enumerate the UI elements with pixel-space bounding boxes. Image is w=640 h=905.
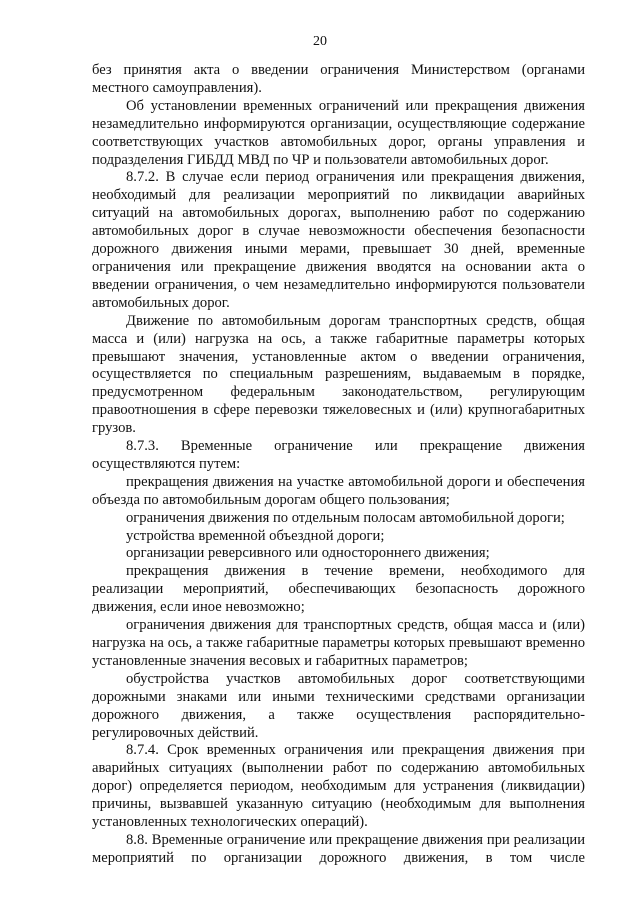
list-item-stop-traffic: прекращения движения на участке автомобильной дороги и обеспечения объезда по автомобильным дорогам общего пользования;: [92, 473, 585, 508]
list-item-lane-restriction: ограничения движения по отдельным полосам автомобильной дороги;: [126, 509, 565, 526]
list-item-signage: обустройства участков автомобильных дорог соответствующими дорожными знаками или иными техническими средствами организации дорожного движения, а также осуществления распорядительно-регулировочных действий.: [92, 670, 585, 741]
paragraph-8-7-2: 8.7.2. В случае если период ограничения или прекращения движения, необходимый для реализации мероприятий по ликвидации аварийных ситуаций на автомобильных дорогах, выполнению работ по содержанию автомобильных дорог в случае невозможности обеспечения безопасности дорожного движения иными мерами, превышает 30 дней, временные ограничения или прекращение движения вводятся на основании акта о введении ограничения, о чем незамедлительно информируются пользователи автомобильных дорог.: [92, 169, 585, 311]
list-item-detour-road: устройства временной объездной дороги;: [126, 527, 385, 544]
list-item-reversible-traffic: организации реверсивного или одностороннего движения;: [126, 545, 490, 562]
paragraph-8-8: 8.8. Временные ограничение или прекращение движения при реализации мероприятий по организации дорожного движения, в том числе: [92, 831, 585, 866]
paragraph-continuation: без принятия акта о введении ограничения Министерством (органами местного самоуправления).: [92, 62, 585, 96]
paragraph-oversize-vehicles: Движение по автомобильным дорогам транспортных средств, общая масса и (или) нагрузка на ось, а также габаритные параметры которых превышают значения, установленные актом о введении ограничения, осуществляется по специальным разрешениям, выдаваемым в порядке, предусмотренном федеральным законодательством, регулирующим правоотношения в сфере перевозки тяжеловесных и (или) крупногабаритных грузов.: [92, 312, 585, 437]
list-item-temporary-stop: прекращения движения в течение времени, необходимого для реализации мероприятий, обеспечивающих безопасность дорожного движения, если иное невозможно;: [92, 563, 585, 616]
list-item-weight-restriction: ограничения движения для транспортных средств, общая масса и (или) нагрузка на ось, а также габаритные параметры которых превышают временно установленные значения весовых и габаритных параметров;: [92, 617, 585, 669]
document-body: [92, 62, 585, 868]
paragraph-notification: Об установлении временных ограничений или прекращения движения незамедлительно информируются организации, осуществляющие содержание соответствующих участков автомобильных дорог, органы управления и подразделения ГИБДД МВД по ЧР и пользователи автомобильных дорог.: [92, 97, 585, 168]
page-number: 20: [313, 34, 327, 49]
paragraph-8-7-4: 8.7.4. Срок временных ограничения или прекращения движения при аварийных ситуациях (выполнении работ по содержанию автомобильных дорог) определяется периодом, необходимым для устранения (ликвидации) причины, вызвавшей указанную ситуацию (необходимым для выполнения установленных технологических операций).: [92, 742, 585, 831]
paragraph-8-7-3: 8.7.3. Временные ограничение или прекращение движения осуществляются путем:: [92, 438, 585, 472]
